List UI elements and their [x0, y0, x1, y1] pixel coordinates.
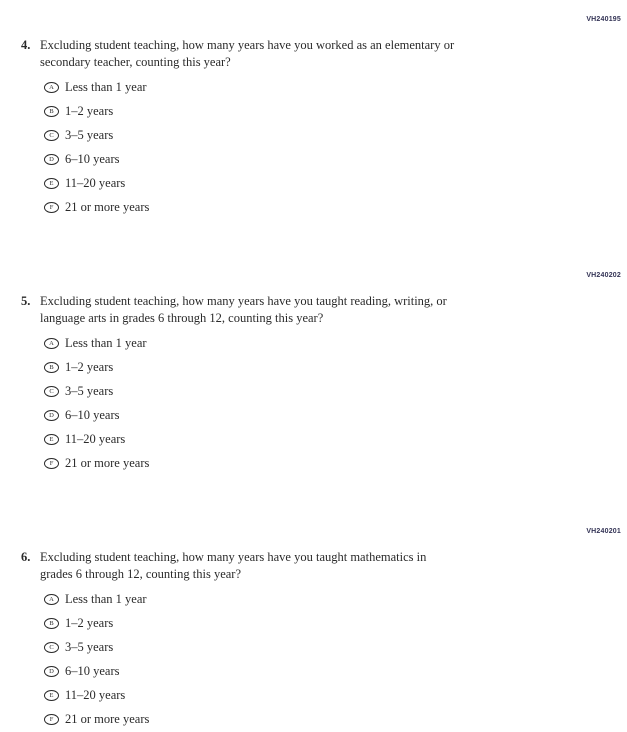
option-label: 1–2 years	[65, 615, 114, 630]
option-label: 6–10 years	[65, 151, 120, 166]
question-text	[40, 549, 426, 583]
option-d[interactable]	[44, 408, 621, 422]
option-label: 1–2 years	[65, 359, 114, 374]
radio-bubble-icon[interactable]: D	[44, 410, 59, 421]
question-accession-code: VH240201	[586, 528, 621, 535]
radio-bubble-icon[interactable]: A	[44, 82, 59, 93]
option-f[interactable]	[44, 200, 621, 214]
option-e[interactable]	[44, 176, 621, 190]
option-label: 11–20 years	[65, 687, 126, 702]
radio-bubble-icon[interactable]: F	[44, 202, 59, 213]
options-list	[21, 80, 621, 214]
options-list	[21, 336, 621, 470]
option-label: 6–10 years	[65, 407, 120, 422]
option-a[interactable]	[44, 80, 621, 94]
radio-bubble-icon[interactable]: E	[44, 434, 59, 445]
option-label: 6–10 years	[65, 663, 120, 678]
option-label: 11–20 years	[65, 431, 126, 446]
radio-bubble-icon[interactable]: F	[44, 458, 59, 469]
option-label: 21 or more years	[65, 711, 150, 726]
question-text	[40, 293, 447, 327]
question-block-4	[21, 15, 621, 214]
radio-bubble-icon[interactable]: B	[44, 362, 59, 373]
radio-bubble-icon[interactable]: B	[44, 106, 59, 117]
question-text-line1: Excluding student teaching, how many years have you worked as an elementary or	[40, 38, 455, 52]
radio-bubble-icon[interactable]: E	[44, 178, 59, 189]
option-d[interactable]	[44, 152, 621, 166]
question-accession-code: VH240202	[586, 272, 621, 279]
option-label: Less than 1 year	[65, 335, 147, 350]
option-c[interactable]	[44, 128, 621, 142]
radio-bubble-icon[interactable]: B	[44, 618, 59, 629]
option-label: 21 or more years	[65, 199, 150, 214]
option-label: 21 or more years	[65, 455, 150, 470]
option-b[interactable]	[44, 360, 621, 374]
question-row	[21, 37, 621, 71]
question-text-line1: Excluding student teaching, how many years have you taught mathematics in	[40, 550, 427, 564]
option-label: 1–2 years	[65, 103, 114, 118]
radio-bubble-icon[interactable]: C	[44, 386, 59, 397]
option-label: Less than 1 year	[65, 591, 147, 606]
radio-bubble-icon[interactable]: D	[44, 666, 59, 677]
radio-bubble-icon[interactable]: A	[44, 594, 59, 605]
question-block-6	[21, 527, 621, 726]
option-label: 3–5 years	[65, 383, 114, 398]
question-text-line1: Excluding student teaching, how many years have you taught reading, writing, or	[40, 294, 447, 308]
question-text-line2: language arts in grades 6 through 12, counting this year?	[40, 311, 324, 325]
option-b[interactable]	[44, 104, 621, 118]
option-label: 11–20 years	[65, 175, 126, 190]
option-a[interactable]	[44, 592, 621, 606]
options-list	[21, 592, 621, 726]
option-label: Less than 1 year	[65, 79, 147, 94]
question-text	[40, 37, 454, 71]
question-text-line2: secondary teacher, counting this year?	[40, 55, 231, 69]
option-label: 3–5 years	[65, 127, 114, 142]
option-f[interactable]	[44, 456, 621, 470]
option-e[interactable]	[44, 432, 621, 446]
option-a[interactable]	[44, 336, 621, 350]
option-label: 3–5 years	[65, 639, 114, 654]
question-row	[21, 293, 621, 327]
radio-bubble-icon[interactable]: D	[44, 154, 59, 165]
option-c[interactable]	[44, 640, 621, 654]
question-text-line2: grades 6 through 12, counting this year?	[40, 567, 241, 581]
question-row	[21, 549, 621, 583]
option-d[interactable]	[44, 664, 621, 678]
question-block-5	[21, 271, 621, 470]
question-accession-code: VH240195	[586, 16, 621, 23]
radio-bubble-icon[interactable]: A	[44, 338, 59, 349]
option-b[interactable]	[44, 616, 621, 630]
radio-bubble-icon[interactable]: C	[44, 642, 59, 653]
radio-bubble-icon[interactable]: F	[44, 714, 59, 725]
option-c[interactable]	[44, 384, 621, 398]
option-e[interactable]	[44, 688, 621, 702]
question-number: 5.	[21, 294, 31, 308]
question-number: 4.	[21, 38, 31, 52]
radio-bubble-icon[interactable]: E	[44, 690, 59, 701]
radio-bubble-icon[interactable]: C	[44, 130, 59, 141]
option-f[interactable]	[44, 712, 621, 726]
question-number: 6.	[21, 550, 31, 564]
